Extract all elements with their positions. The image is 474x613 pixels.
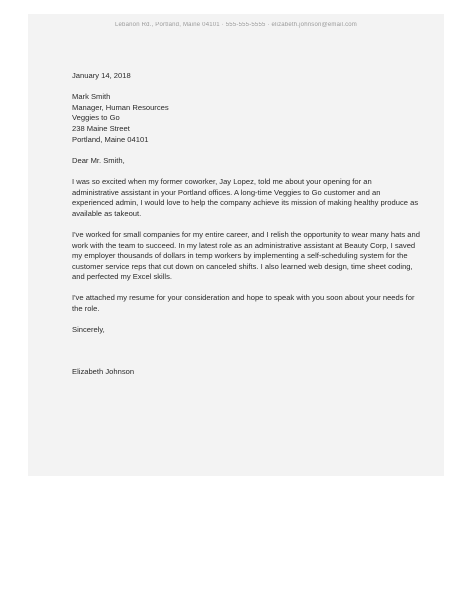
sender-contact-line: Lebanon Rd., Portland, Maine 04101 · 555-555-5555 · elizabeth.johnson@email.com [114,22,358,28]
recipient-name: Mark Smith [72,92,111,102]
recipient-address [72,92,420,145]
recipient-company: Veggies to Go [72,113,120,123]
signature-name: Elizabeth Johnson [72,366,135,376]
complimentary-close: Sincerely, [72,325,105,335]
salutation: Dear Mr. Smith, [72,155,125,165]
paragraph-closing: I've attached my resume for your consideration and hope to speak with you soon about your needs for the role. [72,293,415,314]
recipient-street: 238 Maine Street [72,123,130,133]
recipient-title: Manager, Human Resources [72,102,169,112]
recipient-city: Portland, Maine 04101 [72,134,149,144]
paragraph-intro: I was so excited when my former coworker, Jay Lopez, told me about your opening for an administrative assistant in your Portland offices. A long-time Veggies to Go customer and an experienced admin, I would love to help the company achieve its mission of making healthy produce as available as takeout. [72,176,419,218]
letter-page [28,14,444,476]
letter-body [72,71,420,377]
paragraph-experience: I've worked for small companies for my entire career, and I relish the opportunity to wear many hats and work with the team to succeed. In my latest role as an administrative assistant at Beauty Corp, I saved my employer thousands of dollars in temp workers by implementing a self-scheduling system for the customer service reps that cut down on canceled shifts. I also learned web design, time sheet coding, and perfected my Excel skills. [72,229,420,282]
letter-date: January 14, 2018 [72,71,131,80]
